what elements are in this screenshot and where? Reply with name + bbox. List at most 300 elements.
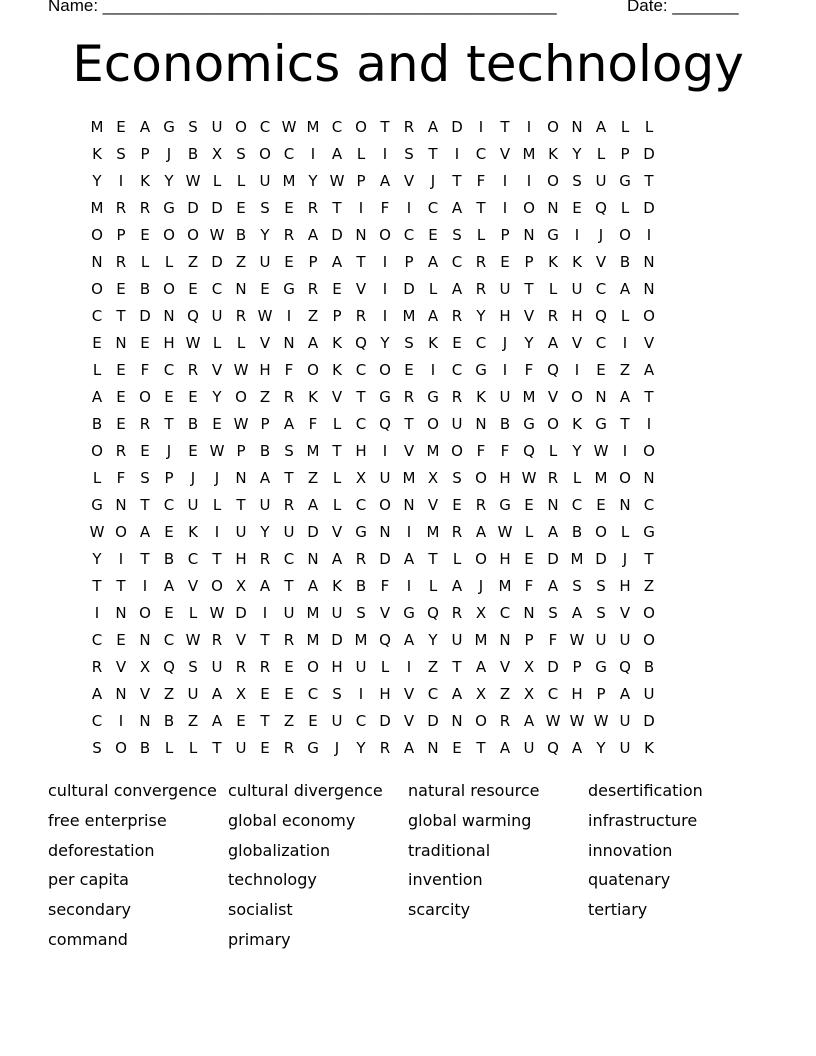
grid-letter[interactable]: T xyxy=(476,198,486,217)
grid-letter[interactable]: E xyxy=(116,630,126,649)
grid-letter[interactable]: L xyxy=(92,360,102,379)
grid-letter[interactable]: K xyxy=(548,252,558,271)
grid-letter[interactable]: W xyxy=(233,414,249,433)
grid-letter[interactable]: N xyxy=(139,711,151,730)
grid-letter[interactable]: E xyxy=(260,279,270,298)
grid-letter[interactable]: E xyxy=(116,360,126,379)
grid-letter[interactable]: U xyxy=(619,738,631,757)
grid-letter[interactable]: H xyxy=(259,360,271,379)
grid-letter[interactable]: N xyxy=(115,684,127,703)
grid-letter[interactable]: I xyxy=(646,225,652,244)
grid-letter[interactable]: A xyxy=(451,684,463,703)
grid-letter[interactable]: H xyxy=(379,684,391,703)
grid-letter[interactable]: V xyxy=(331,522,343,541)
grid-letter[interactable]: S xyxy=(92,738,102,757)
grid-letter[interactable]: S xyxy=(260,198,270,217)
grid-letter[interactable]: N xyxy=(547,495,559,514)
grid-letter[interactable]: J xyxy=(430,171,436,190)
grid-letter[interactable]: L xyxy=(596,144,606,163)
grid-letter[interactable]: U xyxy=(499,279,511,298)
grid-letter[interactable]: F xyxy=(500,441,510,460)
grid-letter[interactable]: I xyxy=(502,171,508,190)
grid-letter[interactable]: E xyxy=(572,198,582,217)
grid-letter[interactable]: P xyxy=(572,657,582,676)
grid-letter[interactable]: I xyxy=(526,171,532,190)
grid-letter[interactable]: B xyxy=(187,144,199,163)
grid-letter[interactable]: Q xyxy=(595,306,607,325)
grid-letter[interactable]: C xyxy=(355,495,367,514)
grid-letter[interactable]: U xyxy=(283,522,295,541)
grid-letter[interactable]: N xyxy=(355,225,367,244)
grid-letter[interactable]: B xyxy=(235,225,247,244)
grid-letter[interactable]: J xyxy=(502,333,508,352)
grid-letter[interactable]: R xyxy=(283,495,295,514)
grid-letter[interactable]: T xyxy=(260,630,270,649)
grid-letter[interactable]: V xyxy=(571,333,583,352)
grid-letter[interactable]: C xyxy=(307,684,319,703)
grid-letter[interactable]: V xyxy=(235,630,247,649)
grid-letter[interactable]: L xyxy=(572,468,582,487)
grid-letter[interactable]: F xyxy=(548,630,558,649)
grid-letter[interactable]: N xyxy=(307,549,319,568)
grid-letter[interactable]: C xyxy=(547,684,559,703)
grid-letter[interactable]: A xyxy=(499,738,511,757)
grid-letter[interactable]: G xyxy=(595,657,607,676)
grid-letter[interactable]: Z xyxy=(643,576,655,595)
grid-letter[interactable]: U xyxy=(451,414,463,433)
grid-letter[interactable]: A xyxy=(619,684,631,703)
grid-letter[interactable]: O xyxy=(163,279,175,298)
grid-letter[interactable]: I xyxy=(406,657,412,676)
grid-letter[interactable]: A xyxy=(571,738,583,757)
grid-letter[interactable]: C xyxy=(163,495,175,514)
grid-letter[interactable]: R xyxy=(115,252,127,271)
grid-letter[interactable]: L xyxy=(452,549,462,568)
grid-letter[interactable]: Q xyxy=(163,657,175,676)
grid-letter[interactable]: V xyxy=(139,684,151,703)
grid-letter[interactable]: R xyxy=(499,711,511,730)
grid-letter[interactable]: S xyxy=(116,144,126,163)
grid-letter[interactable]: W xyxy=(569,630,585,649)
grid-letter[interactable]: D xyxy=(211,252,223,271)
grid-letter[interactable]: Y xyxy=(92,549,102,568)
grid-letter[interactable]: N xyxy=(643,252,655,271)
grid-letter[interactable]: G xyxy=(499,495,511,514)
grid-letter[interactable]: J xyxy=(334,738,340,757)
grid-letter[interactable]: S xyxy=(548,603,558,622)
grid-letter[interactable]: B xyxy=(187,414,199,433)
grid-letter[interactable]: E xyxy=(164,387,174,406)
grid-letter[interactable]: T xyxy=(644,171,654,190)
grid-letter[interactable]: O xyxy=(163,225,175,244)
grid-letter[interactable]: S xyxy=(188,117,198,136)
grid-letter[interactable]: P xyxy=(596,684,606,703)
grid-letter[interactable]: C xyxy=(211,279,223,298)
grid-letter[interactable]: Q xyxy=(427,603,439,622)
grid-letter[interactable]: O xyxy=(571,387,583,406)
grid-letter[interactable]: F xyxy=(524,360,534,379)
grid-letter[interactable]: R xyxy=(283,738,295,757)
grid-letter[interactable]: U xyxy=(643,684,655,703)
grid-letter[interactable]: E xyxy=(596,360,606,379)
grid-letter[interactable]: N xyxy=(427,738,439,757)
grid-letter[interactable]: X xyxy=(475,603,487,622)
grid-letter[interactable]: X xyxy=(475,684,487,703)
grid-letter[interactable]: F xyxy=(308,414,318,433)
grid-letter[interactable]: R xyxy=(283,387,295,406)
grid-letter[interactable]: T xyxy=(212,738,222,757)
grid-letter[interactable]: C xyxy=(283,549,295,568)
grid-letter[interactable]: A xyxy=(403,630,415,649)
grid-letter[interactable]: X xyxy=(523,684,535,703)
grid-letter[interactable]: A xyxy=(331,252,343,271)
grid-letter[interactable]: A xyxy=(547,576,559,595)
grid-letter[interactable]: T xyxy=(356,387,366,406)
grid-letter[interactable]: R xyxy=(355,549,367,568)
grid-letter[interactable]: O xyxy=(643,603,655,622)
grid-letter[interactable]: O xyxy=(235,387,247,406)
grid-letter[interactable]: R xyxy=(235,306,247,325)
grid-letter[interactable]: R xyxy=(403,117,415,136)
grid-letter[interactable]: L xyxy=(332,414,342,433)
grid-letter[interactable]: Y xyxy=(572,144,582,163)
grid-letter[interactable]: Y xyxy=(428,630,438,649)
grid-letter[interactable]: X xyxy=(235,684,247,703)
grid-letter[interactable]: A xyxy=(283,414,295,433)
grid-letter[interactable]: C xyxy=(187,549,199,568)
grid-letter[interactable]: W xyxy=(257,306,273,325)
grid-letter[interactable]: V xyxy=(115,657,127,676)
grid-letter[interactable]: D xyxy=(307,522,319,541)
grid-letter[interactable]: U xyxy=(523,738,535,757)
grid-letter[interactable]: D xyxy=(235,603,247,622)
grid-letter[interactable]: A xyxy=(259,468,271,487)
grid-letter[interactable]: N xyxy=(115,495,127,514)
grid-letter[interactable]: P xyxy=(140,144,150,163)
grid-letter[interactable]: G xyxy=(91,495,103,514)
grid-letter[interactable]: O xyxy=(547,171,559,190)
grid-letter[interactable]: T xyxy=(404,414,414,433)
grid-letter[interactable]: G xyxy=(355,522,367,541)
grid-letter[interactable]: D xyxy=(547,657,559,676)
grid-letter[interactable]: T xyxy=(428,549,438,568)
grid-letter[interactable]: A xyxy=(91,684,103,703)
grid-letter[interactable]: I xyxy=(118,711,124,730)
grid-letter[interactable]: L xyxy=(236,333,246,352)
grid-letter[interactable]: A xyxy=(475,657,487,676)
grid-letter[interactable]: G xyxy=(595,414,607,433)
grid-letter[interactable]: P xyxy=(332,306,342,325)
grid-letter[interactable]: V xyxy=(331,387,343,406)
grid-letter[interactable]: M xyxy=(90,117,104,136)
grid-letter[interactable]: A xyxy=(619,387,631,406)
grid-letter[interactable]: T xyxy=(116,576,126,595)
grid-letter[interactable]: E xyxy=(284,198,294,217)
grid-letter[interactable]: E xyxy=(284,252,294,271)
grid-letter[interactable]: O xyxy=(643,630,655,649)
grid-letter[interactable]: C xyxy=(163,630,175,649)
grid-letter[interactable]: R xyxy=(403,387,415,406)
grid-letter[interactable]: Y xyxy=(572,441,582,460)
grid-letter[interactable]: E xyxy=(332,279,342,298)
grid-letter[interactable]: A xyxy=(307,576,319,595)
grid-letter[interactable]: O xyxy=(643,441,655,460)
grid-letter[interactable]: K xyxy=(140,171,150,190)
grid-letter[interactable]: A xyxy=(307,333,319,352)
grid-letter[interactable]: S xyxy=(572,576,582,595)
grid-letter[interactable]: N xyxy=(91,252,103,271)
grid-letter[interactable]: O xyxy=(211,576,223,595)
grid-letter[interactable]: A xyxy=(451,279,463,298)
grid-letter[interactable]: T xyxy=(332,441,342,460)
grid-letter[interactable]: C xyxy=(355,414,367,433)
grid-letter[interactable]: D xyxy=(211,198,223,217)
grid-letter[interactable]: U xyxy=(595,171,607,190)
grid-letter[interactable]: J xyxy=(166,144,172,163)
grid-letter[interactable]: T xyxy=(212,549,222,568)
grid-letter[interactable]: L xyxy=(212,333,222,352)
grid-letter[interactable]: H xyxy=(499,468,511,487)
grid-letter[interactable]: P xyxy=(500,225,510,244)
grid-letter[interactable]: N xyxy=(499,630,511,649)
grid-letter[interactable]: M xyxy=(594,468,608,487)
grid-letter[interactable]: E xyxy=(140,333,150,352)
grid-letter[interactable]: G xyxy=(427,387,439,406)
grid-letter[interactable]: C xyxy=(475,144,487,163)
grid-letter[interactable]: C xyxy=(427,684,439,703)
grid-letter[interactable]: Z xyxy=(163,684,175,703)
grid-letter[interactable]: A xyxy=(451,198,463,217)
grid-letter[interactable]: X xyxy=(139,657,151,676)
grid-letter[interactable]: Y xyxy=(356,738,366,757)
grid-letter[interactable]: G xyxy=(379,387,391,406)
grid-letter[interactable]: C xyxy=(331,117,343,136)
grid-letter[interactable]: U xyxy=(259,495,271,514)
date-field-label[interactable]: Date: _______ xyxy=(627,0,739,15)
grid-letter[interactable]: W xyxy=(497,522,513,541)
grid-letter[interactable]: S xyxy=(572,171,582,190)
grid-letter[interactable]: N xyxy=(643,279,655,298)
grid-letter[interactable]: K xyxy=(548,144,558,163)
grid-letter[interactable]: L xyxy=(164,738,174,757)
grid-letter[interactable]: G xyxy=(283,279,295,298)
grid-letter[interactable]: T xyxy=(356,252,366,271)
grid-letter[interactable]: I xyxy=(358,198,364,217)
grid-letter[interactable]: A xyxy=(91,387,103,406)
grid-letter[interactable]: V xyxy=(499,657,511,676)
grid-letter[interactable]: O xyxy=(307,657,319,676)
grid-letter[interactable]: O xyxy=(115,738,127,757)
grid-letter[interactable]: M xyxy=(306,630,320,649)
grid-letter[interactable]: V xyxy=(355,279,367,298)
grid-letter[interactable]: I xyxy=(142,576,148,595)
grid-letter[interactable]: T xyxy=(164,414,174,433)
grid-letter[interactable]: T xyxy=(380,117,390,136)
grid-letter[interactable]: S xyxy=(140,468,150,487)
grid-letter[interactable]: R xyxy=(283,225,295,244)
grid-letter[interactable]: R xyxy=(475,279,487,298)
grid-letter[interactable]: L xyxy=(332,468,342,487)
grid-letter[interactable]: N xyxy=(643,468,655,487)
grid-letter[interactable]: K xyxy=(572,252,582,271)
grid-letter[interactable]: R xyxy=(187,360,199,379)
grid-letter[interactable]: F xyxy=(140,360,150,379)
grid-letter[interactable]: R xyxy=(475,252,487,271)
grid-letter[interactable]: R xyxy=(307,198,319,217)
grid-letter[interactable]: U xyxy=(283,603,295,622)
grid-letter[interactable]: Q xyxy=(523,441,535,460)
grid-letter[interactable]: R xyxy=(235,657,247,676)
grid-letter[interactable]: Y xyxy=(260,225,270,244)
grid-letter[interactable]: O xyxy=(427,414,439,433)
grid-letter[interactable]: C xyxy=(355,360,367,379)
grid-letter[interactable]: I xyxy=(382,144,388,163)
grid-letter[interactable]: B xyxy=(139,738,151,757)
grid-letter[interactable]: A xyxy=(331,144,343,163)
grid-letter[interactable]: T xyxy=(284,468,294,487)
grid-letter[interactable]: E xyxy=(116,387,126,406)
grid-letter[interactable]: Y xyxy=(524,333,534,352)
grid-letter[interactable]: I xyxy=(574,225,580,244)
grid-letter[interactable]: A xyxy=(403,738,415,757)
grid-letter[interactable]: A xyxy=(307,495,319,514)
grid-letter[interactable]: K xyxy=(92,144,102,163)
grid-letter[interactable]: D xyxy=(595,549,607,568)
grid-letter[interactable]: R xyxy=(91,657,103,676)
grid-letter[interactable]: U xyxy=(571,279,583,298)
grid-letter[interactable]: S xyxy=(236,144,246,163)
grid-letter[interactable]: R xyxy=(115,198,127,217)
grid-letter[interactable]: T xyxy=(332,198,342,217)
grid-letter[interactable]: N xyxy=(523,603,535,622)
grid-letter[interactable]: P xyxy=(524,252,534,271)
grid-letter[interactable]: M xyxy=(354,630,368,649)
grid-letter[interactable]: Y xyxy=(308,171,318,190)
grid-letter[interactable]: L xyxy=(620,522,630,541)
grid-letter[interactable]: S xyxy=(596,576,606,595)
grid-letter[interactable]: E xyxy=(452,738,462,757)
grid-letter[interactable]: E xyxy=(236,198,246,217)
grid-letter[interactable]: I xyxy=(214,522,220,541)
grid-letter[interactable]: V xyxy=(403,711,415,730)
grid-letter[interactable]: O xyxy=(91,279,103,298)
grid-letter[interactable]: D xyxy=(403,279,415,298)
grid-letter[interactable]: R xyxy=(355,306,367,325)
grid-letter[interactable]: P xyxy=(116,225,126,244)
grid-letter[interactable]: T xyxy=(428,144,438,163)
grid-letter[interactable]: A xyxy=(139,117,151,136)
grid-letter[interactable]: N xyxy=(403,495,415,514)
grid-letter[interactable]: I xyxy=(358,684,364,703)
grid-letter[interactable]: A xyxy=(427,306,439,325)
grid-letter[interactable]: O xyxy=(523,198,535,217)
grid-letter[interactable]: T xyxy=(476,738,486,757)
grid-letter[interactable]: M xyxy=(306,441,320,460)
grid-letter[interactable]: C xyxy=(163,360,175,379)
grid-letter[interactable]: E xyxy=(260,738,270,757)
grid-letter[interactable]: I xyxy=(622,333,628,352)
grid-letter[interactable]: S xyxy=(332,684,342,703)
grid-letter[interactable]: G xyxy=(547,225,559,244)
grid-letter[interactable]: G xyxy=(619,171,631,190)
grid-letter[interactable]: P xyxy=(404,252,414,271)
grid-letter[interactable]: A xyxy=(547,333,559,352)
grid-letter[interactable]: G xyxy=(163,117,175,136)
grid-letter[interactable]: O xyxy=(475,711,487,730)
grid-letter[interactable]: I xyxy=(430,360,436,379)
grid-letter[interactable]: I xyxy=(502,198,508,217)
grid-letter[interactable]: A xyxy=(139,522,151,541)
grid-letter[interactable]: F xyxy=(524,576,534,595)
grid-letter[interactable]: Z xyxy=(307,468,319,487)
grid-letter[interactable]: J xyxy=(190,468,196,487)
grid-letter[interactable]: E xyxy=(260,684,270,703)
grid-letter[interactable]: U xyxy=(235,738,247,757)
grid-letter[interactable]: C xyxy=(259,117,271,136)
grid-letter[interactable]: U xyxy=(595,630,607,649)
grid-letter[interactable]: Z xyxy=(187,252,199,271)
grid-letter[interactable]: L xyxy=(188,738,198,757)
grid-letter[interactable]: C xyxy=(283,144,295,163)
grid-letter[interactable]: S xyxy=(596,603,606,622)
grid-letter[interactable]: U xyxy=(355,657,367,676)
grid-letter[interactable]: A xyxy=(211,684,223,703)
grid-letter[interactable]: O xyxy=(187,225,199,244)
grid-letter[interactable]: V xyxy=(547,387,559,406)
grid-letter[interactable]: W xyxy=(545,711,561,730)
grid-letter[interactable]: R xyxy=(451,522,463,541)
grid-letter[interactable]: N xyxy=(139,630,151,649)
grid-letter[interactable]: L xyxy=(428,576,438,595)
grid-letter[interactable]: U xyxy=(211,117,223,136)
grid-letter[interactable]: F xyxy=(284,360,294,379)
grid-letter[interactable]: A xyxy=(547,522,559,541)
grid-letter[interactable]: W xyxy=(209,603,225,622)
grid-letter[interactable]: C xyxy=(475,333,487,352)
grid-letter[interactable]: H xyxy=(355,441,367,460)
grid-letter[interactable]: D xyxy=(139,306,151,325)
grid-letter[interactable]: N xyxy=(235,468,247,487)
grid-letter[interactable]: E xyxy=(164,522,174,541)
grid-letter[interactable]: K xyxy=(188,522,198,541)
grid-letter[interactable]: I xyxy=(406,576,412,595)
grid-letter[interactable]: A xyxy=(595,117,607,136)
grid-letter[interactable]: R xyxy=(139,414,151,433)
grid-letter[interactable]: E xyxy=(212,414,222,433)
grid-letter[interactable]: I xyxy=(622,441,628,460)
grid-letter[interactable]: I xyxy=(406,522,412,541)
grid-letter[interactable]: O xyxy=(379,225,391,244)
grid-letter[interactable]: O xyxy=(475,549,487,568)
grid-letter[interactable]: O xyxy=(451,441,463,460)
grid-letter[interactable]: T xyxy=(284,576,294,595)
grid-letter[interactable]: W xyxy=(593,711,609,730)
grid-letter[interactable]: I xyxy=(454,144,460,163)
grid-letter[interactable]: A xyxy=(259,576,271,595)
grid-letter[interactable]: S xyxy=(452,468,462,487)
grid-letter[interactable]: G xyxy=(403,603,415,622)
grid-letter[interactable]: E xyxy=(452,333,462,352)
grid-letter[interactable]: V xyxy=(427,495,439,514)
grid-letter[interactable]: U xyxy=(187,495,199,514)
grid-letter[interactable]: Z xyxy=(427,657,439,676)
grid-letter[interactable]: P xyxy=(524,630,534,649)
grid-letter[interactable]: U xyxy=(499,387,511,406)
grid-letter[interactable]: N xyxy=(619,495,631,514)
grid-letter[interactable]: U xyxy=(259,252,271,271)
grid-letter[interactable]: X xyxy=(427,468,439,487)
grid-letter[interactable]: V xyxy=(403,171,415,190)
